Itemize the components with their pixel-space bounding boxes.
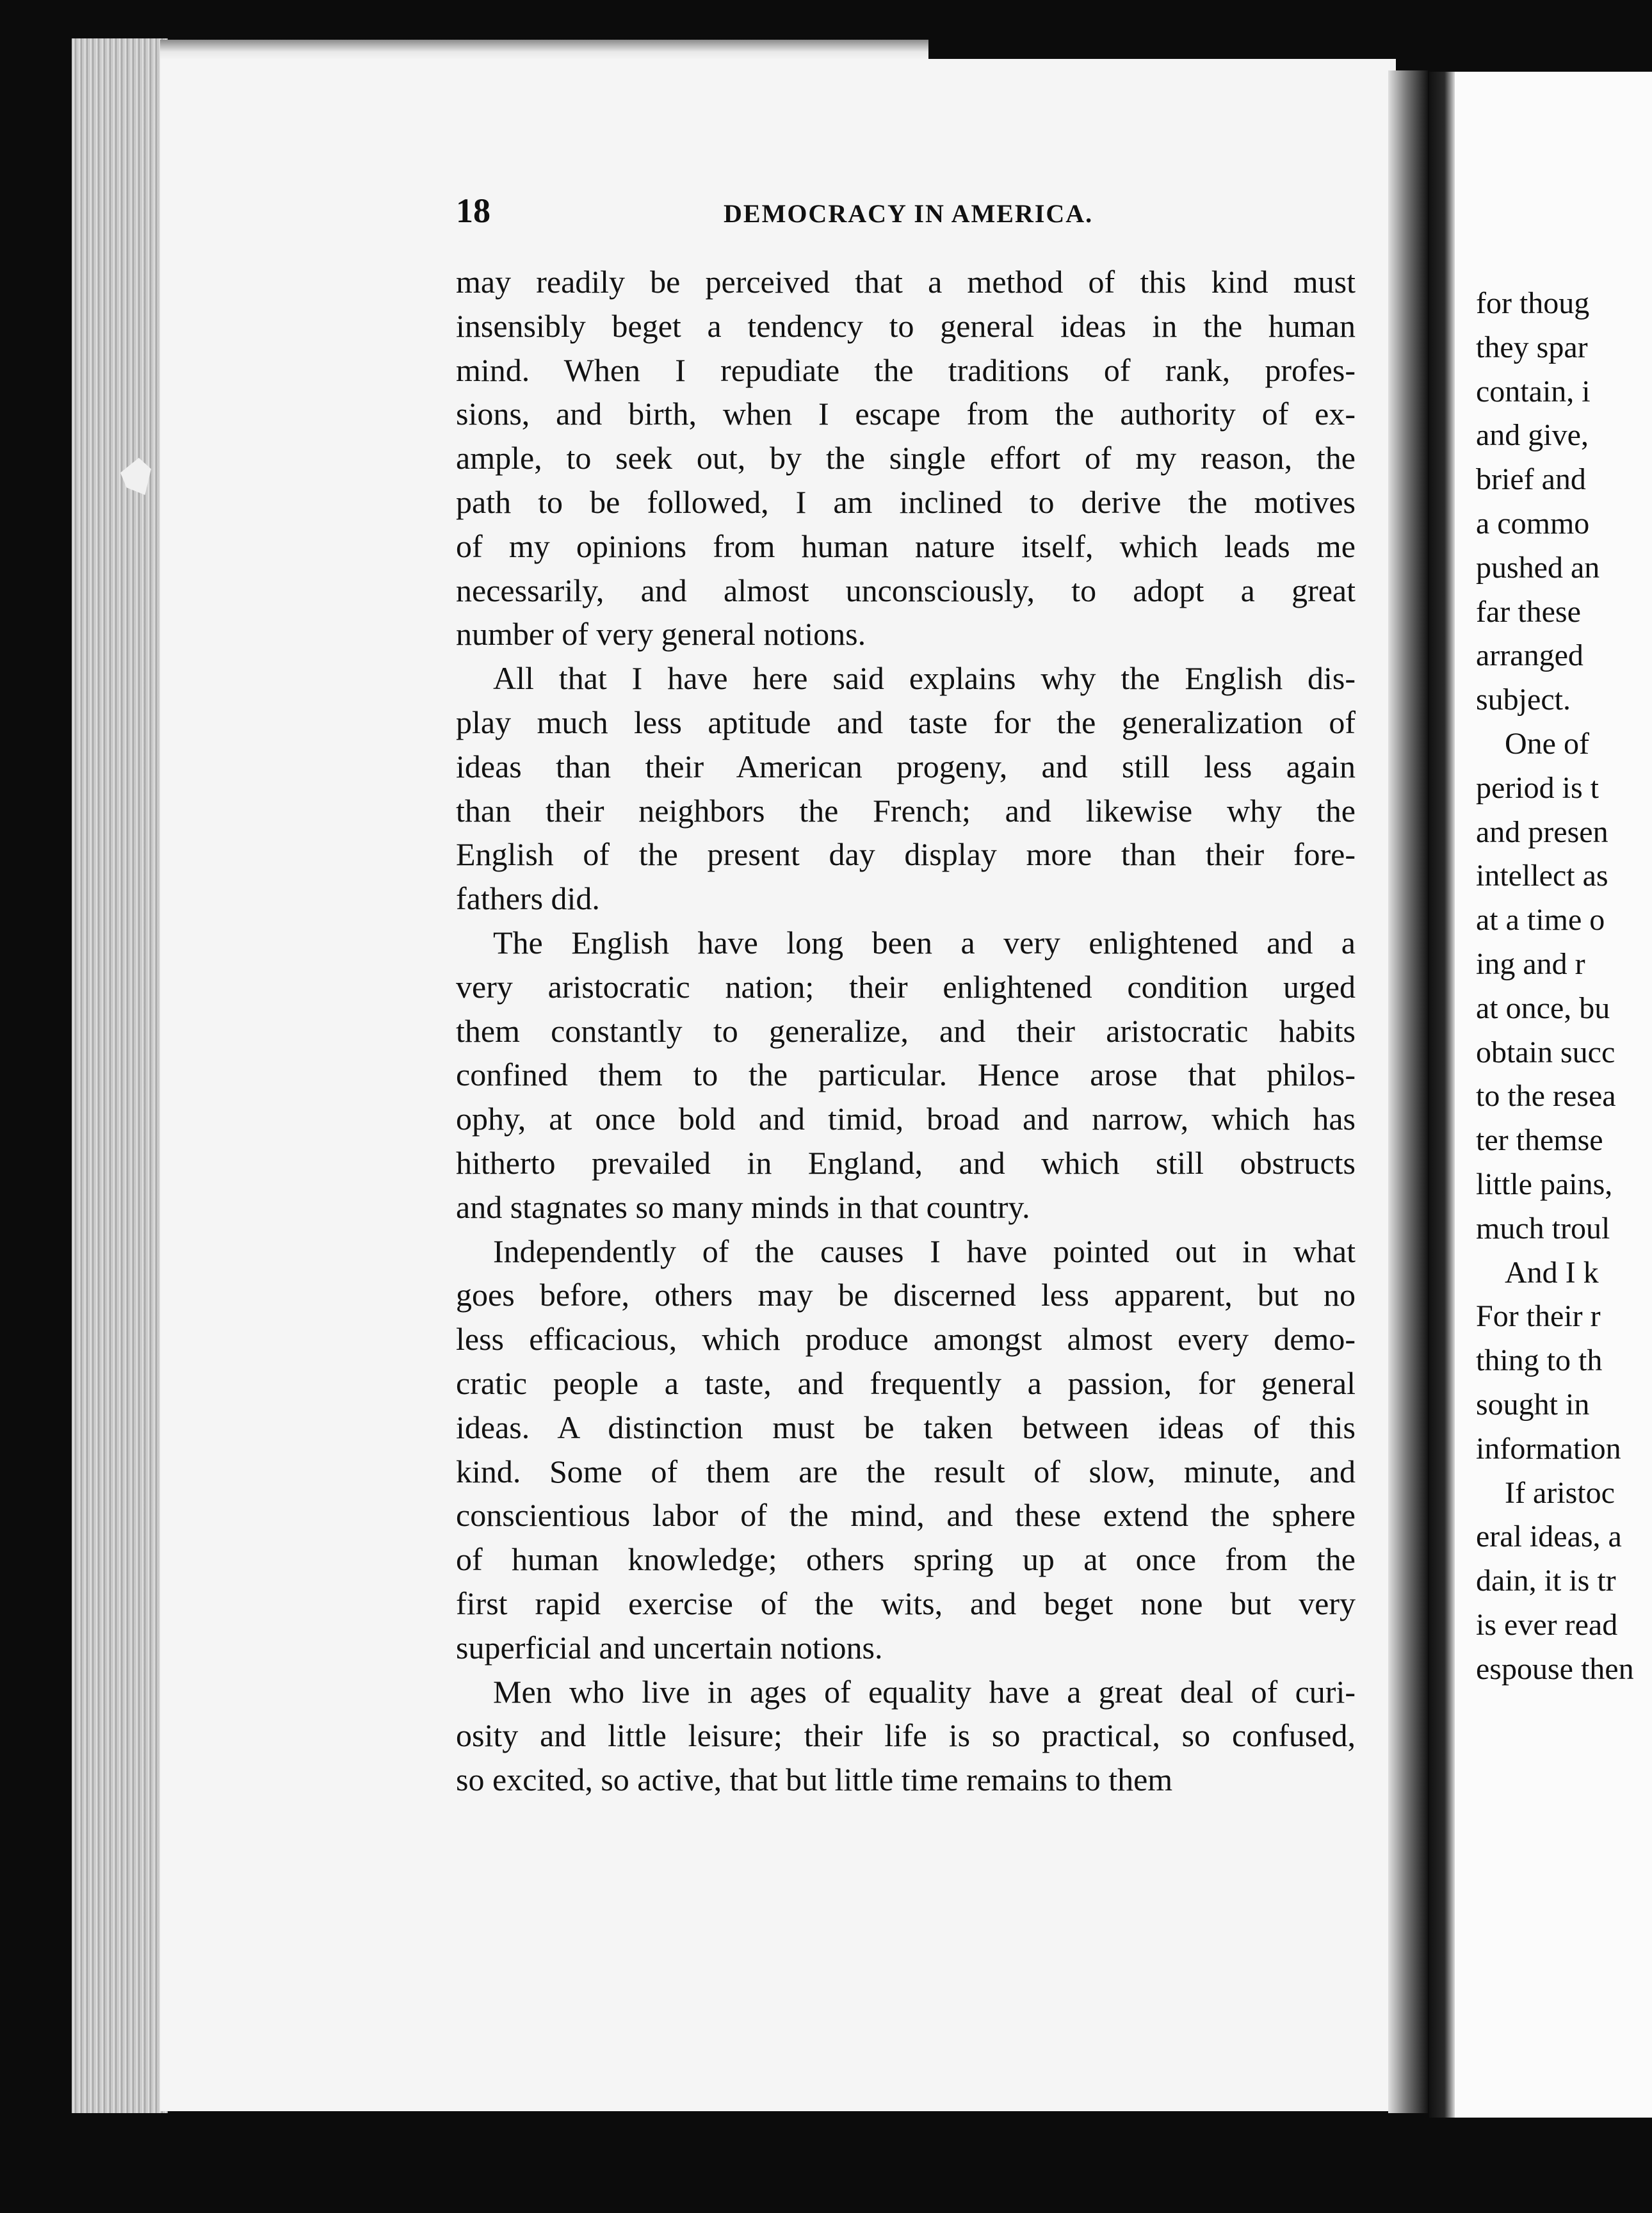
text-line: ideas than their American progeny, and still less again [456,748,1356,784]
running-title: DEMOCRACY IN AMERICA. [724,199,1094,228]
text-line: English of the present day display more than their fore- [456,836,1356,873]
text-line: For their r [1476,1299,1601,1334]
right-page-fold [1429,72,1455,2118]
text-line: and give, [1476,418,1589,453]
text-line: Men who live in ages of equality have a great deal of curi- [493,1673,1356,1710]
text-line: information [1476,1431,1621,1466]
text-line: is ever read [1476,1607,1618,1642]
text-line: ideas. A distinction must be taken between ideas of this [456,1409,1356,1445]
text-line: pushed an [1476,550,1600,585]
text-line: ample, to seek out, by the single effort of my reason, the [456,440,1356,476]
text-line: sions, and birth, when I escape from the authority of ex- [456,396,1356,432]
text-line: One of [1505,726,1589,761]
text-line: And I k [1505,1255,1599,1290]
text-line: fathers did. [456,880,600,917]
text-line: sought in [1476,1387,1590,1422]
text-line: eral ideas, a [1476,1520,1622,1554]
text-line: to the resea [1476,1079,1616,1114]
text-line: thing to th [1476,1343,1603,1378]
text-line: so excited, so active, that but little time remains to them [456,1762,1173,1798]
text-line: ophy, at once bold and timid, broad and narrow, which has [456,1101,1356,1137]
page-stack-edges [72,38,168,2113]
text-line: hitherto prevailed in England, and which still obstructs [456,1144,1356,1181]
text-line: mind. When I repudiate the traditions of rank, profes- [456,352,1356,388]
page-top-edge [160,40,928,60]
text-line: obtain succ [1476,1035,1616,1069]
text-line: brief and [1476,462,1586,497]
text-line: period is t [1476,770,1599,805]
text-line: subject. [1476,683,1571,717]
text-line: osity and little leisure; their life is so practical, so confused, [456,1717,1356,1754]
text-line: ing and r [1476,946,1585,981]
text-line: very aristocratic nation; their enlightened condition urged [456,968,1356,1005]
text-line: Independently of the causes I have pointed out in what [493,1233,1356,1269]
text-line: them constantly to generalize, and their aristocratic habits [456,1012,1356,1049]
book-gutter [1388,70,1428,2113]
text-line: arranged [1476,638,1583,673]
text-line: and presen [1476,815,1608,849]
text-line: much troul [1476,1211,1610,1245]
text-line: intellect as [1476,859,1608,893]
text-line: less efficacious, which produce amongst almost every demo- [456,1321,1356,1358]
text-line: goes before, others may be discerned less apparent, but no [456,1277,1356,1313]
text-line: confined them to the particular. Hence arose that philos- [456,1057,1356,1093]
text-line: superficial and uncertain notions. [456,1629,883,1666]
text-line: may readily be perceived that a method of this kind must [456,264,1356,300]
text-line: espouse then [1476,1651,1634,1686]
text-line: at a time o [1476,903,1605,937]
text-line: of my opinions from human nature itself, which leads me [456,528,1356,564]
text-line: The English have long been a very enlightened and a [493,924,1356,961]
text-line: contain, i [1476,374,1591,409]
text-line: than their neighbors the French; and likewise why the [456,792,1356,829]
left-page-body [456,260,1356,1802]
text-line: far these [1476,594,1581,629]
text-line: All that I have here said explains why the English dis- [493,660,1356,697]
text-line: ter themse [1476,1123,1603,1158]
text-line: cratic people a taste, and frequently a passion, for general [456,1365,1356,1401]
text-line: first rapid exercise of the wits, and beget none but very [456,1585,1356,1621]
text-line: little pains, [1476,1167,1613,1201]
page-number: 18 [456,191,490,230]
text-line: they spar [1476,330,1588,364]
text-line: number of very general notions. [456,616,866,653]
text-line: at once, bu [1476,991,1610,1025]
text-line: and stagnates so many minds in that country. [456,1188,1030,1225]
text-line: a commo [1476,506,1590,540]
text-line: for thoug [1476,286,1590,320]
text-line: kind. Some of them are the result of slow, minute, and [456,1453,1356,1489]
text-line: If aristoc [1505,1475,1615,1510]
text-line: insensibly beget a tendency to general ideas in the human [456,307,1356,344]
text-line: play much less aptitude and taste for the generalization of [456,704,1356,740]
text-line: necessarily, and almost unconsciously, to adopt a great [456,572,1356,608]
text-line: of human knowledge; others spring up at once from the [456,1541,1356,1578]
right-page-body [1476,282,1652,1692]
text-line: path to be followed, I am inclined to derive the motives [456,483,1356,520]
text-line: dain, it is tr [1476,1564,1616,1598]
text-line: conscientious labor of the mind, and these extend the sphere [456,1497,1356,1534]
